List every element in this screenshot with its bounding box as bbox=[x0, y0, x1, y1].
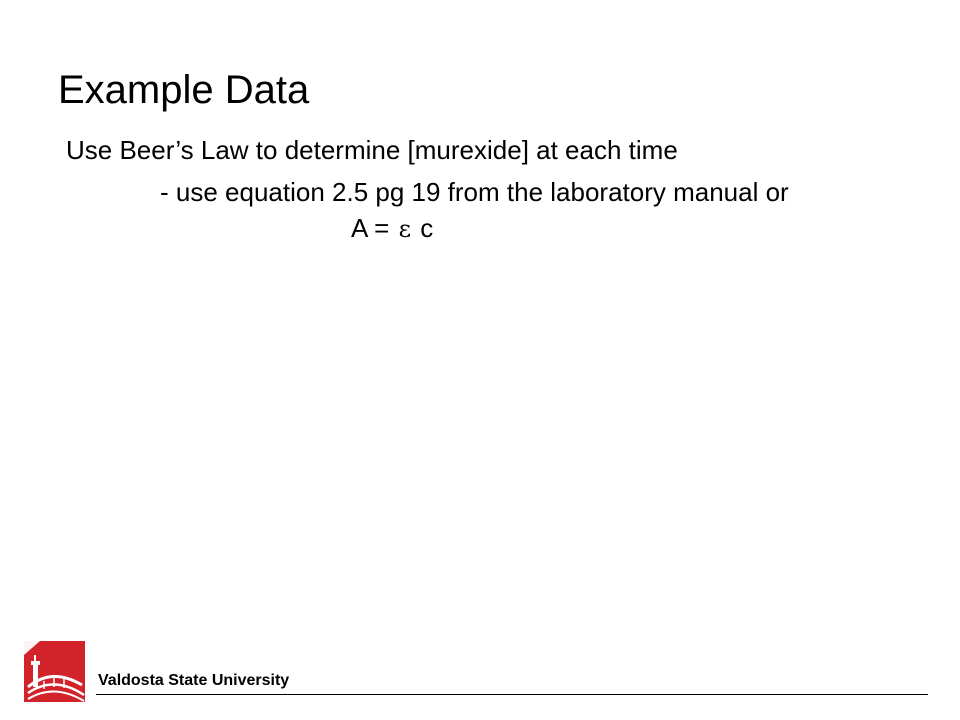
equation-reference-line: - use equation 2.5 pg 19 from the laboratory manual or bbox=[160, 177, 789, 207]
instruction-line: Use Beer’s Law to determine [murexide] at each time bbox=[66, 135, 678, 165]
equation-rhs: c bbox=[420, 213, 434, 243]
slide-title: Example Data bbox=[58, 68, 310, 112]
epsilon-symbol: ε bbox=[398, 215, 411, 243]
footer-divider bbox=[96, 694, 928, 695]
equation-lhs: A = bbox=[351, 213, 390, 243]
slide-footer bbox=[0, 630, 960, 720]
university-name: Valdosta State University bbox=[98, 672, 290, 689]
beers-law-equation bbox=[351, 212, 433, 245]
vsu-logo-icon bbox=[24, 641, 85, 702]
